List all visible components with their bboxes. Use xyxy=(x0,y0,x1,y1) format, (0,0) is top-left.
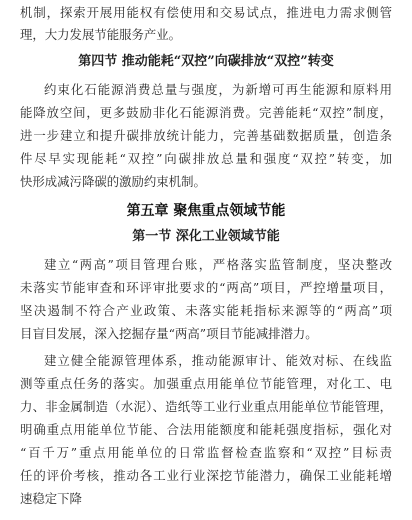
paragraph-line: 件尽早实现能耗“双控”向碳排放总量和强度“双控”转变，加 xyxy=(20,151,392,166)
paragraph-line: “百千万”重点用能单位的日常监督检查监察和“双控”目标责 xyxy=(20,445,392,460)
paragraph-line: 快形成减污降碳的激励约束机制。 xyxy=(20,174,206,189)
section-heading: 第一节 深化工业领域节能 xyxy=(132,229,280,244)
paragraph-line: 速稳定下降 xyxy=(20,491,82,506)
paragraph-line: 能降放空间，更多鼓励非化石能源消费。完善能耗“双控”制度， xyxy=(20,105,392,120)
paragraph-line: 目盲目发展，深入挖掘存量“两高”项目节能减排潜力。 xyxy=(20,326,318,341)
paragraph-line: 建立健全能源管理体系，推动能源审计、能效对标、在线监 xyxy=(44,353,392,368)
paragraph-line: 机制，探索开展用能权有偿使用和交易试点，推进电力需求侧管 xyxy=(20,5,392,20)
paragraph-line: 测等重点任务的落实。加强重点用能单位节能管理，对化工、电 xyxy=(20,376,392,391)
paragraph-line: 进一步建立和提升碳排放统计能力，完善基础数据质量，创造条 xyxy=(20,128,392,143)
paragraph-line: 坚决遏制不符合产业政策、未落实能耗指标来源等的“两高”项 xyxy=(20,303,392,318)
paragraph-line: 建立“两高”项目管理台账，严格落实监管制度，坚决整改 xyxy=(44,257,392,272)
section-heading: 第四节 推动能耗“双控”向碳排放“双控”转变 xyxy=(78,54,334,69)
paragraph-line: 力、非金属制造（水泥）、造纸等工业行业重点用能单位节能管理， xyxy=(20,399,392,414)
chapter-heading: 第五章 聚焦重点领域节能 xyxy=(126,203,286,219)
paragraph-line: 未落实节能审查和环评审批要求的“两高”项目，严控增量项目， xyxy=(20,280,392,295)
paragraph-line: 任的评价考核，推动各工业行业深挖节能潜力，确保工业能耗增 xyxy=(20,468,392,483)
paragraph-line: 理，大力发展节能服务产业。 xyxy=(20,27,182,42)
paragraph-line: 明确重点用能单位节能、合法用能额度和能耗强度指标，强化对 xyxy=(20,422,392,437)
paragraph-line: 约束化石能源消费总量与强度，为新增可再生能源和原料用 xyxy=(44,82,392,97)
